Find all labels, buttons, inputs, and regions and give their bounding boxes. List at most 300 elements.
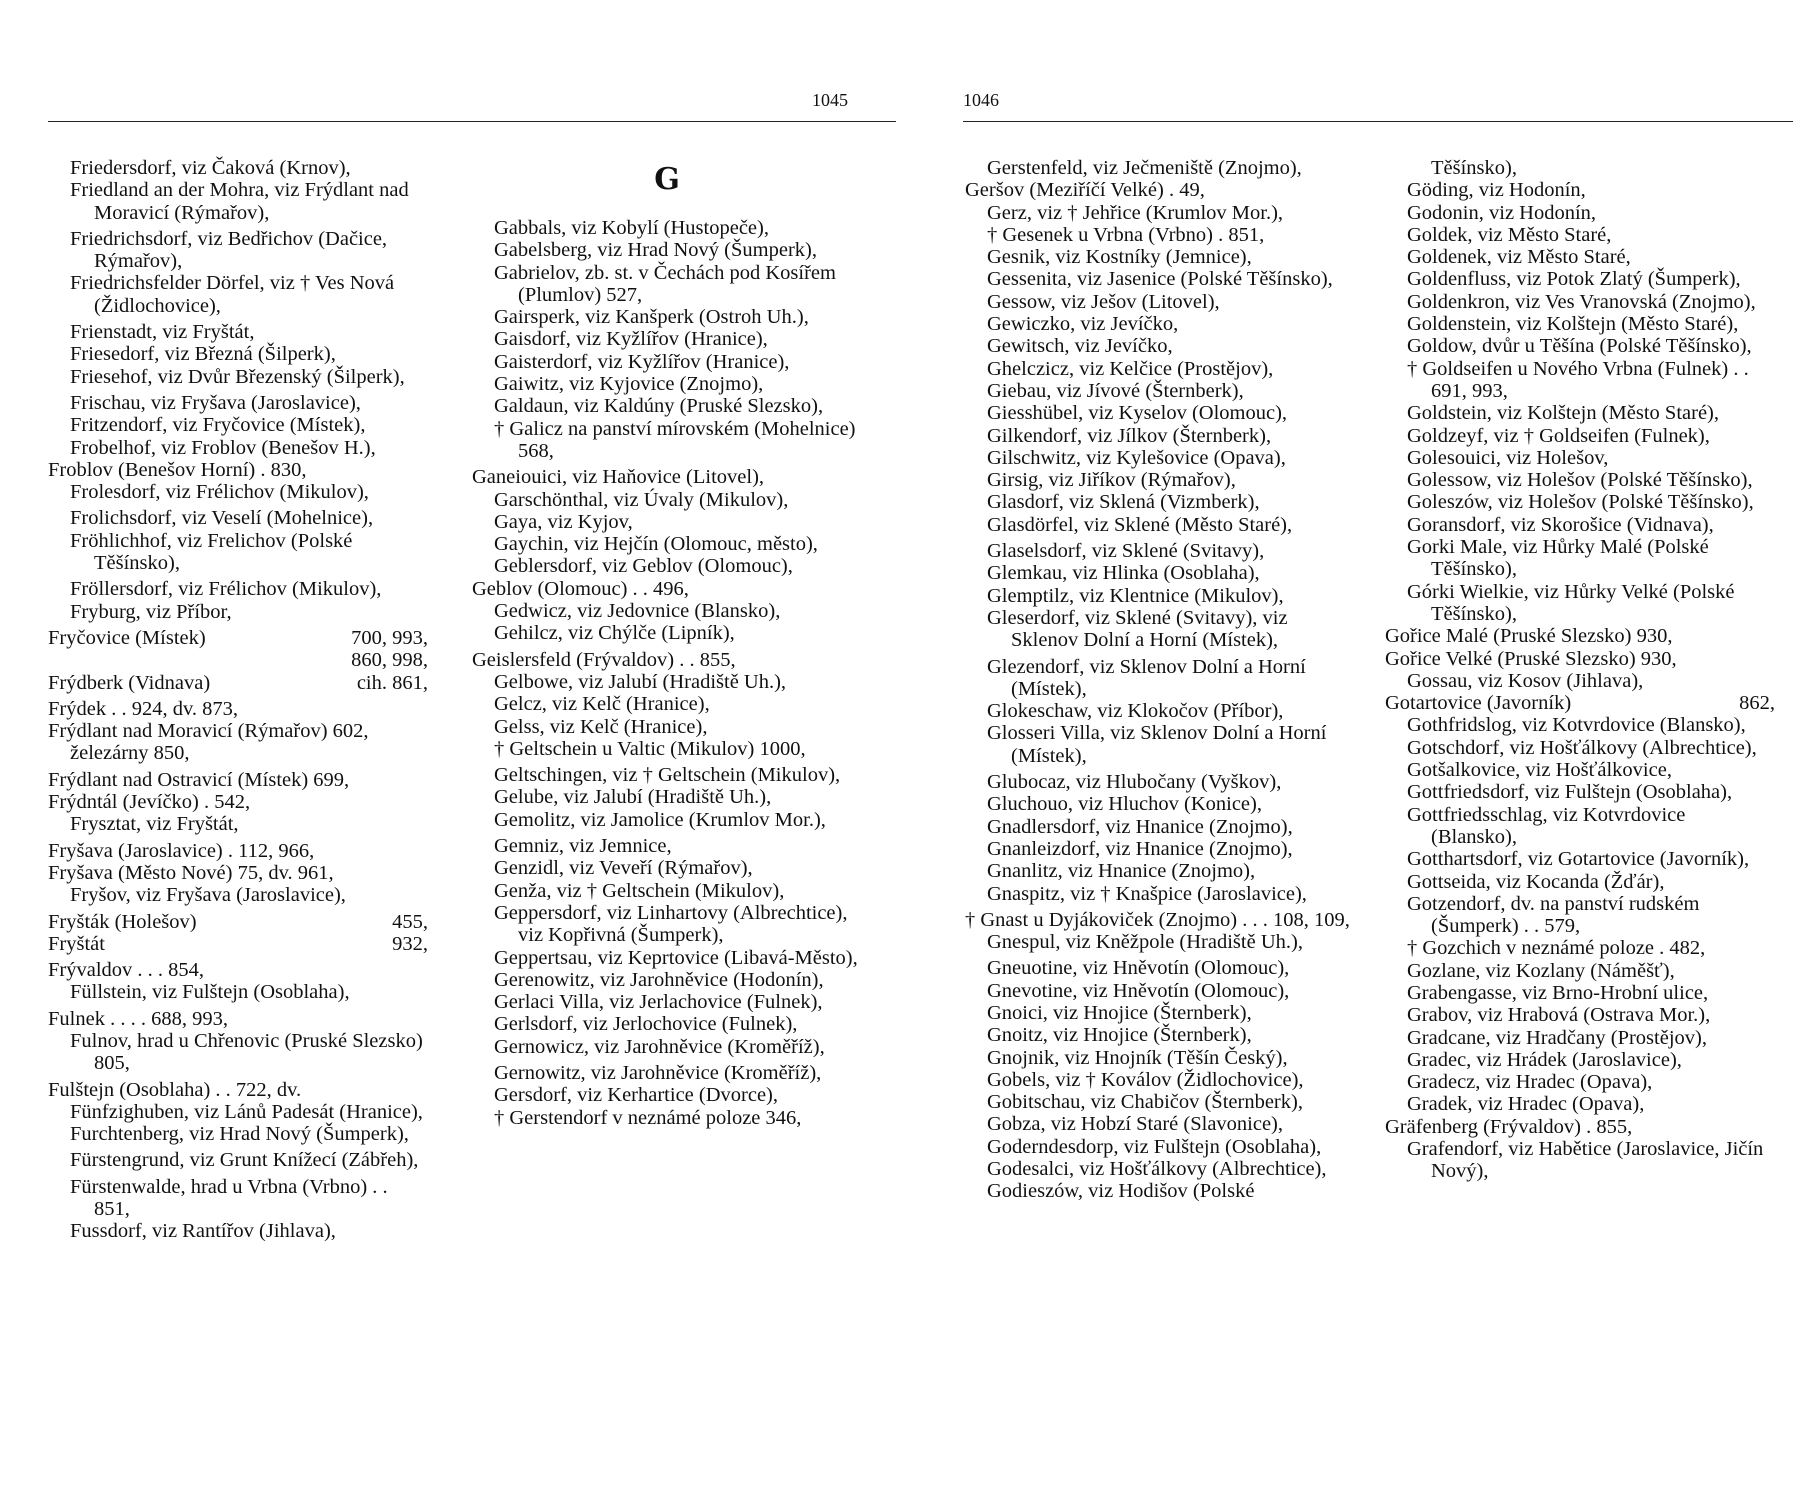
entry-text: † Gerstendorf v neznámé poloze 346, [494, 1106, 802, 1129]
entry-text: Gilkendorf, viz Jílkov (Šternberk), [987, 424, 1272, 447]
entry-text: Fürstenwalde, hrad u Vrbna (Vrbno) . . 851, [70, 1175, 388, 1221]
entry-text: Gobza, viz Hobzí Staré (Slavonice), [987, 1113, 1284, 1136]
entry-pages: 455, [392, 910, 428, 933]
index-entry [1385, 402, 1775, 424]
entry-text: Gobitschau, viz Chabičov (Šternberk), [987, 1091, 1303, 1114]
entry-text: Frysztat, viz Fryštát, [70, 813, 239, 836]
entry-text: Fryštát [48, 932, 105, 955]
entry-text: Friedland an der Mohra, viz Frýdlant nad Moravicí (Rýmařov), [70, 179, 409, 224]
index-entry [965, 358, 1350, 380]
index-entry [965, 402, 1350, 424]
index-entry [1385, 447, 1775, 469]
entry-text: Gairsperk, viz Kanšperk (Ostroh Uh.), [494, 306, 809, 329]
entry-text: Fryšták (Holešov) [48, 910, 197, 933]
index-entry [472, 991, 862, 1013]
index-entry [48, 769, 428, 791]
entry-text: Goldzeyf, viz † Goldseifen (Fulnek), [1407, 424, 1710, 447]
index-entry [48, 507, 428, 529]
entry-text: Friesedorf, viz Březná (Šilperk), [70, 343, 336, 366]
entry-text: Grabengasse, viz Brno-Hrobní ulice, [1407, 981, 1709, 1004]
index-entry [965, 202, 1350, 224]
index-entry [472, 1107, 862, 1129]
index-entry [1385, 536, 1775, 581]
index-entry [965, 1002, 1350, 1024]
index-entry [48, 884, 428, 906]
entry-text: Goderndesdorp, viz Fulštejn (Osoblaha), [987, 1135, 1322, 1158]
entry-text: Friedrichsdorf, viz Bedřichov (Dačice, Rýmařov), [70, 227, 388, 273]
index-entry [1385, 960, 1775, 982]
index-entry [1385, 692, 1775, 714]
entry-text: † Galicz na panství mírovském (Mohelnice) 568, [494, 417, 856, 462]
index-entry [1385, 179, 1775, 201]
entry-text: † Gesenek u Vrbna (Vrbno) . 851, [987, 223, 1265, 246]
index-entry [472, 555, 862, 577]
entry-text: Golessow, viz Holešov (Polské Těšínsko), [1407, 469, 1753, 492]
index-entry [1385, 1138, 1775, 1183]
index-entry [48, 530, 428, 575]
index-column-right-1 [965, 157, 1350, 1203]
entry-text: Glemkau, viz Hlinka (Osoblaha), [987, 562, 1260, 585]
entry-text: Gotthartsdorf, viz Gotartovice (Javorník), [1407, 848, 1750, 871]
index-entry [965, 883, 1350, 905]
entry-pages: 700, 993, [351, 626, 428, 649]
index-entry [48, 321, 428, 343]
entry-text: Godonin, viz Hodonín, [1407, 201, 1597, 224]
index-entry [965, 722, 1350, 767]
entry-text: Gradek, viz Hradec (Opava), [1407, 1093, 1645, 1116]
index-entry [472, 1084, 862, 1106]
entry-text: Fritzendorf, viz Fryčovice (Místek), [70, 414, 366, 437]
index-entry [472, 764, 862, 786]
index-entry [965, 771, 1350, 793]
entry-pages: 860, 998, cih. 861, [351, 649, 428, 694]
entry-text: Gerstenfeld, viz Ječmeniště (Znojmo), [987, 157, 1302, 179]
entry-text: Gleserdorf, viz Sklené (Svitavy), viz Sklenov Dolní a Horní (Místek), [987, 606, 1288, 652]
entry-text: Gotzendorf, dv. na panství rudském (Šumperk) . . 579, [1407, 892, 1700, 938]
index-entry [48, 343, 428, 365]
entry-text: Gluchouo, viz Hluchov (Konice), [987, 793, 1262, 816]
index-entry [965, 540, 1350, 562]
index-entry [1385, 291, 1775, 313]
entry-text: Goleszów, viz Holešov (Polské Těšínsko), [1407, 491, 1754, 514]
index-entry [472, 835, 862, 857]
entry-text: Gossau, viz Kosov (Jihlava), [1407, 669, 1644, 692]
index-entry [965, 700, 1350, 722]
index-entry [965, 291, 1350, 313]
entry-text: Gernowitz, viz Jarohněvice (Kroměříž), [494, 1061, 822, 1084]
index-entry [965, 447, 1350, 469]
index-entry [1385, 848, 1775, 870]
entry-text: Fryšava (Město Nové) 75, dv. 961, [48, 861, 334, 884]
entry-text: Gothfridslog, viz Kotvrdovice (Blansko), [1407, 714, 1746, 737]
index-entry [472, 649, 862, 671]
index-entry [965, 1069, 1350, 1091]
entry-text: Glubocaz, viz Hlubočany (Vyškov), [987, 771, 1282, 794]
index-entry [1385, 759, 1775, 781]
index-entry [472, 217, 862, 239]
entry-text: Frolichsdorf, viz Veselí (Mohelnice), [70, 507, 374, 530]
index-entry [472, 809, 862, 831]
index-entry [48, 481, 428, 503]
index-entry [1385, 648, 1775, 670]
entry-text: † Gozchich v neznámé poloze . 482, [1407, 937, 1706, 960]
index-entry [48, 1220, 428, 1242]
entry-text: Gořice Malé (Pruské Slezsko) 930, [1385, 625, 1673, 648]
entry-text: Genža, viz † Geltschein (Mikulov), [494, 879, 785, 902]
index-entry [1385, 893, 1775, 938]
index-entry [48, 601, 428, 623]
index-entry [965, 425, 1350, 447]
entry-text: Galdaun, viz Kaldúny (Pruské Slezsko), [494, 395, 824, 418]
index-column-right-2 [1385, 157, 1775, 1183]
index-entry [48, 459, 428, 481]
index-entry [48, 366, 428, 388]
entry-text: Gelcz, viz Kelč (Hranice), [494, 693, 710, 716]
entry-text: Gabrielov, zb. st. v Čechách pod Kosířem (Plumlov) 527, [494, 261, 836, 306]
entry-text: Gottfriedsdorf, viz Fulštejn (Osoblaha), [1407, 781, 1733, 804]
entry-text: Fröllersdorf, viz Frélichov (Mikulov), [70, 578, 382, 601]
entry-text: Giebau, viz Jívové (Šternberk), [987, 379, 1244, 402]
index-entry [965, 469, 1350, 491]
index-entry [48, 1008, 428, 1030]
entry-text: Gottseida, viz Kocanda (Žďár), [1407, 870, 1665, 893]
index-entry [1385, 1071, 1775, 1093]
index-entry [472, 239, 862, 261]
index-entry [965, 980, 1350, 1002]
index-entry [472, 533, 862, 555]
entry-text: Goldek, viz Město Staré, [1407, 223, 1612, 246]
entry-text: Göding, viz Hodonín, [1407, 179, 1586, 202]
index-entry [472, 351, 862, 373]
entry-text: Gaisterdorf, viz Kyžlířov (Hranice), [494, 350, 790, 373]
entry-text: Gelbowe, viz Jalubí (Hradiště Uh.), [494, 670, 787, 693]
entry-text: Gobels, viz † Koválov (Židlochovice), [987, 1068, 1304, 1091]
entry-text: Gräfenberg (Frývaldov) . 855, [1385, 1115, 1633, 1138]
entry-text: Geltschingen, viz † Geltschein (Mikulov), [494, 764, 841, 787]
right-page [905, 0, 1810, 1500]
entry-text: Gewitsch, viz Jevíčko, [987, 335, 1173, 358]
index-entry [472, 466, 862, 488]
entry-text: Gerz, viz † Jehřice (Krumlov Mor.), [987, 201, 1284, 224]
index-entry [1385, 224, 1775, 246]
entry-text: Garschönthal, viz Úvaly (Mikulov), [494, 488, 789, 511]
entry-text: Godieszów, viz Hodišov (Polské [987, 1180, 1255, 1203]
index-entry [48, 1176, 428, 1221]
entry-text: Friesehof, viz Dvůr Březenský (Šilperk), [70, 365, 405, 388]
entry-text: Frischau, viz Fryšava (Jaroslavice), [70, 391, 361, 414]
index-entry [1385, 358, 1775, 403]
index-entry [1385, 335, 1775, 357]
entry-text: Friedersdorf, viz Čaková (Krnov), [70, 157, 351, 179]
entry-text: Gessenita, viz Jasenice (Polské Těšínsko), [987, 268, 1333, 291]
entry-text: Geblov (Olomouc) . . 496, [472, 577, 689, 600]
entry-text: Goldenfluss, viz Potok Zlatý (Šumperk), [1407, 268, 1741, 291]
entry-text: Gnespul, viz Kněžpole (Hradiště Uh.), [987, 931, 1303, 954]
entry-text: Glasdörfel, viz Sklené (Město Staré), [987, 513, 1293, 536]
index-entry [965, 957, 1350, 979]
entry-text: Gersdorf, viz Kerhartice (Dvorce), [494, 1084, 779, 1107]
index-entry [1385, 670, 1775, 692]
index-entry [48, 578, 428, 600]
entry-text: Glezendorf, viz Sklenov Dolní a Horní (Místek), [987, 655, 1306, 700]
index-entry [48, 840, 428, 862]
index-entry [48, 1123, 428, 1145]
index-entry [472, 880, 862, 902]
entry-text: Gotšalkovice, viz Hošťálkovice, [1407, 759, 1672, 782]
index-entry [48, 813, 428, 835]
index-column-left-2 [472, 157, 862, 1129]
entry-text: Frýdek . . 924, dv. 873, [48, 697, 238, 720]
entry-text: Fulnov, hrad u Chřenovic (Pruské Slezsko) 805, [70, 1029, 423, 1075]
index-entry [472, 600, 862, 622]
entry-text: Gaychin, viz Hejčín (Olomouc, město), [494, 533, 818, 556]
index-entry [472, 306, 862, 328]
index-entry [48, 911, 428, 933]
entry-text: Gilschwitz, viz Kylešovice (Opava), [987, 446, 1286, 469]
index-entry [48, 157, 428, 179]
index-entry [1385, 313, 1775, 335]
index-entry [48, 1149, 428, 1171]
entry-text: Frýdlant nad Moravicí (Rýmařov) 602, železárny 850, [48, 720, 369, 765]
index-entry [1385, 157, 1775, 179]
index-entry [48, 720, 428, 765]
entry-text: Frobelhof, viz Froblov (Benešov H.), [70, 436, 376, 459]
index-entry [1385, 982, 1775, 1004]
entry-text: Fulnek . . . . 688, 993, [48, 1007, 228, 1030]
entry-text: Fürstengrund, viz Grunt Knížecí (Zábřeh), [70, 1149, 419, 1172]
entry-text: Ghelczicz, viz Kelčice (Prostějov), [987, 357, 1274, 380]
index-entry [965, 838, 1350, 860]
entry-text: Geblersdorf, viz Geblov (Olomouc), [494, 555, 793, 578]
section-letter: G [654, 162, 680, 197]
index-entry [1385, 1093, 1775, 1115]
index-entry [472, 716, 862, 738]
index-entry [1385, 625, 1775, 647]
entry-text: Ganeiouici, viz Haňovice (Litovel), [472, 466, 765, 489]
entry-text: † Geltschein u Valtic (Mikulov) 1000, [494, 737, 806, 760]
entry-text: Geppersdorf, viz Linhartovy (Albrechtice), viz Kopřivná (Šumperk), [494, 901, 848, 947]
entry-text: Frolesdorf, viz Frélichov (Mikulov), [70, 481, 369, 504]
index-entry [965, 1047, 1350, 1069]
page-number: 1045 [812, 90, 848, 110]
index-entry [965, 860, 1350, 882]
index-entry [965, 1091, 1350, 1113]
entry-text: Frýdntál (Jevíčko) . 542, [48, 791, 251, 814]
index-entry [965, 491, 1350, 513]
entry-text: Gnanlitz, viz Hnanice (Znojmo), [987, 860, 1256, 883]
entry-text: Gradec, viz Hrádek (Jaroslavice), [1407, 1048, 1682, 1071]
entry-text: Gotartovice (Javorník) [1385, 692, 1572, 715]
entry-text: Gořice Velké (Pruské Slezsko) 930, [1385, 647, 1677, 670]
entry-text: Fünfzighuben, viz Lánů Padesát (Hranice), [70, 1100, 423, 1123]
index-entry [965, 224, 1350, 246]
index-entry [48, 1101, 428, 1123]
entry-text: Gottfriedsschlag, viz Kotvrdovice (Blansko), [1407, 803, 1686, 848]
index-entry [1385, 514, 1775, 536]
entry-text: Gehilcz, viz Chýlče (Lipník), [494, 622, 735, 645]
entry-text: Goldenstein, viz Kolštejn (Město Staré), [1407, 313, 1739, 336]
entry-text: Goldstein, viz Kolštejn (Město Staré), [1407, 402, 1720, 425]
index-entry [472, 969, 862, 991]
entry-text: Goransdorf, viz Skorošice (Vidnava), [1407, 513, 1714, 536]
index-entry [472, 671, 862, 693]
index-entry [472, 622, 862, 644]
entry-text: Frienstadt, viz Fryštát, [70, 321, 255, 344]
index-entry [1385, 781, 1775, 803]
entry-text: Gnanleizdorf, viz Hnanice (Znojmo), [987, 837, 1293, 860]
index-entry [1385, 737, 1775, 759]
entry-text: Girsig, viz Jiříkov (Rýmařov), [987, 469, 1236, 492]
header-rule [963, 121, 1793, 122]
index-entry [48, 392, 428, 414]
entry-text: Golesouici, viz Holešov, [1407, 446, 1609, 469]
index-entry [965, 562, 1350, 584]
entry-text: † Gnast u Dyjákoviček (Znojmo) . . . 108, 109, [965, 908, 1350, 931]
index-entry [1385, 871, 1775, 893]
entry-text: Glokeschaw, viz Klokočov (Příbor), [987, 700, 1284, 723]
index-entry [472, 1062, 862, 1084]
index-entry [965, 931, 1350, 953]
index-entry [48, 1079, 428, 1101]
entry-text: Fussdorf, viz Rantířov (Jihlava), [70, 1220, 336, 1243]
index-entry [472, 373, 862, 395]
index-entry [48, 981, 428, 1003]
entry-text: Frývaldov . . . 854, [48, 959, 205, 982]
index-entry [965, 1113, 1350, 1135]
index-entry [472, 947, 862, 969]
entry-text: Gaya, viz Kyjov, [494, 510, 633, 533]
entry-text: Füllstein, viz Fulštejn (Osoblaha), [70, 981, 350, 1004]
entry-text: Gnaspitz, viz † Knašpice (Jaroslavice), [987, 882, 1307, 905]
entry-text: Furchtenberg, viz Hrad Nový (Šumperk), [70, 1123, 409, 1146]
entry-text: Gnoici, viz Hnojice (Šternberk), [987, 1001, 1252, 1024]
index-entry [1385, 1049, 1775, 1071]
entry-text: Gelube, viz Jalubí (Hradiště Uh.), [494, 786, 772, 809]
entry-text: Gradecz, viz Hradec (Opava), [1407, 1071, 1653, 1094]
index-entry [472, 395, 862, 417]
entry-text: Fröhlichhof, viz Frelichov (Polské Těšínsko), [70, 529, 353, 575]
entry-text: Goldow, dvůr u Těšína (Polské Těšínsko), [1407, 335, 1752, 358]
entry-text: Gerenowitz, viz Jarohněvice (Hodonín), [494, 968, 824, 991]
entry-text: Gozlane, viz Kozlany (Náměšť), [1407, 959, 1675, 982]
entry-text: Friedrichsfelder Dörfel, viz † Ves Nová (Židlochovice), [70, 272, 395, 317]
index-entry [48, 627, 428, 649]
entry-text: Fulštejn (Osoblaha) . . 722, dv. [48, 1078, 302, 1101]
index-entry [472, 693, 862, 715]
entry-text: Grafendorf, viz Habětice (Jaroslavice, Jičín Nový), [1407, 1138, 1764, 1183]
index-entry [472, 1013, 862, 1035]
index-entry [1385, 581, 1775, 626]
index-entry [1385, 425, 1775, 447]
index-entry [965, 380, 1350, 402]
entry-text: Gnadlersdorf, viz Hnanice (Znojmo), [987, 815, 1293, 838]
entry-text: Fryšava (Jaroslavice) . 112, 966, [48, 839, 315, 862]
entry-text: Gewiczko, viz Jevíčko, [987, 313, 1179, 336]
entry-text: Glaselsdorf, viz Sklené (Svitavy), [987, 540, 1265, 563]
index-entry [965, 246, 1350, 268]
index-entry [1385, 491, 1775, 513]
index-entry [965, 656, 1350, 701]
index-entry [48, 698, 428, 720]
entry-text: Geppertsau, viz Keprtovice (Libavá-Město), [494, 946, 858, 969]
index-entry [48, 272, 428, 317]
index-entry [965, 179, 1350, 201]
entry-text: Frýdlant nad Ostravicí (Místek) 699, [48, 768, 350, 791]
index-entry [965, 1024, 1350, 1046]
entry-text: Genzidl, viz Veveří (Rýmařov), [494, 857, 753, 880]
entry-pages: 862, [1739, 692, 1775, 715]
index-entry [1385, 202, 1775, 224]
entry-text: Glemptilz, viz Klentnice (Mikulov), [987, 584, 1284, 607]
entry-text: Gaisdorf, viz Kyžlířov (Hranice), [494, 328, 768, 351]
entry-text: Gelss, viz Kelč (Hranice), [494, 715, 708, 738]
index-entry [1385, 937, 1775, 959]
index-entry [48, 862, 428, 884]
index-entry [1385, 804, 1775, 849]
entry-text: Godesalci, viz Hošťálkovy (Albrechtice), [987, 1158, 1327, 1181]
entry-text: Grabov, viz Hrabová (Ostrava Mor.), [1407, 1004, 1711, 1027]
entry-text: Gorki Male, viz Hůrky Malé (Polské Těšínsko), [1407, 536, 1709, 581]
entry-text: Gedwicz, viz Jedovnice (Blansko), [494, 600, 781, 623]
entry-text: Gneuotine, viz Hněvotín (Olomouc), [987, 957, 1290, 980]
index-entry [1385, 1116, 1775, 1138]
index-entry [965, 1180, 1350, 1202]
index-entry [48, 1030, 428, 1075]
index-entry [472, 578, 862, 600]
page-number: 1046 [963, 90, 999, 110]
entry-text: Gemolitz, viz Jamolice (Krumlov Mor.), [494, 808, 826, 831]
entry-text: Gaiwitz, viz Kyjovice (Znojmo), [494, 373, 764, 396]
entry-text: Gerlaci Villa, viz Jerlachovice (Fulnek), [494, 991, 823, 1014]
entry-text: Fryčovice (Místek) [48, 626, 206, 649]
entry-text: Gabbals, viz Kobylí (Hustopeče), [494, 217, 769, 239]
entry-text: Geislersfeld (Frývaldov) . . 855, [472, 648, 736, 671]
index-entry [965, 1136, 1350, 1158]
index-entry [965, 1158, 1350, 1180]
index-entry [965, 313, 1350, 335]
entry-text: Giesshübel, viz Kyselov (Olomouc), [987, 402, 1288, 425]
index-entry [472, 786, 862, 808]
index-entry [1385, 268, 1775, 290]
entry-text: Gabelsberg, viz Hrad Nový (Šumperk), [494, 239, 817, 262]
header-rule [48, 121, 896, 122]
entry-text: Gesnik, viz Kostníky (Jemnice), [987, 246, 1252, 269]
index-entry [965, 157, 1350, 179]
entry-text: Gerlsdorf, viz Jerlochovice (Fulnek), [494, 1013, 798, 1036]
entry-text: Goldenek, viz Město Staré, [1407, 246, 1631, 269]
index-entry [48, 649, 428, 694]
entry-text: Těšínsko), [1431, 157, 1517, 179]
entry-pages: 932, [392, 932, 428, 955]
entry-text: Fryburg, viz Příbor, [70, 600, 232, 623]
index-column-left-1 [48, 157, 428, 1243]
entry-text: Gnojnik, viz Hnojník (Těšín Český), [987, 1046, 1288, 1069]
entry-text: Gernowicz, viz Jarohněvice (Kroměříž), [494, 1035, 825, 1058]
index-entry [1385, 1027, 1775, 1049]
entry-text: Geršov (Meziříčí Velké) . 49, [965, 179, 1205, 202]
index-entry [472, 1036, 862, 1058]
entry-text: Gnoitz, viz Hnojice (Šternberk), [987, 1024, 1252, 1047]
index-entry [1385, 714, 1775, 736]
entry-text: Frýdberk (Vidnava) [48, 671, 211, 694]
index-entry [48, 959, 428, 981]
entry-text: † Goldseifen u Nového Vrbna (Fulnek) . . 691, 993, [1407, 357, 1749, 402]
entry-text: Glasdorf, viz Sklená (Vizmberk), [987, 491, 1260, 514]
entry-text: Gotschdorf, viz Hošťálkovy (Albrechtice), [1407, 736, 1757, 759]
entry-text: Glosseri Villa, viz Sklenov Dolní a Horní (Místek), [987, 722, 1327, 767]
index-entry [48, 791, 428, 813]
index-entry [965, 335, 1350, 357]
